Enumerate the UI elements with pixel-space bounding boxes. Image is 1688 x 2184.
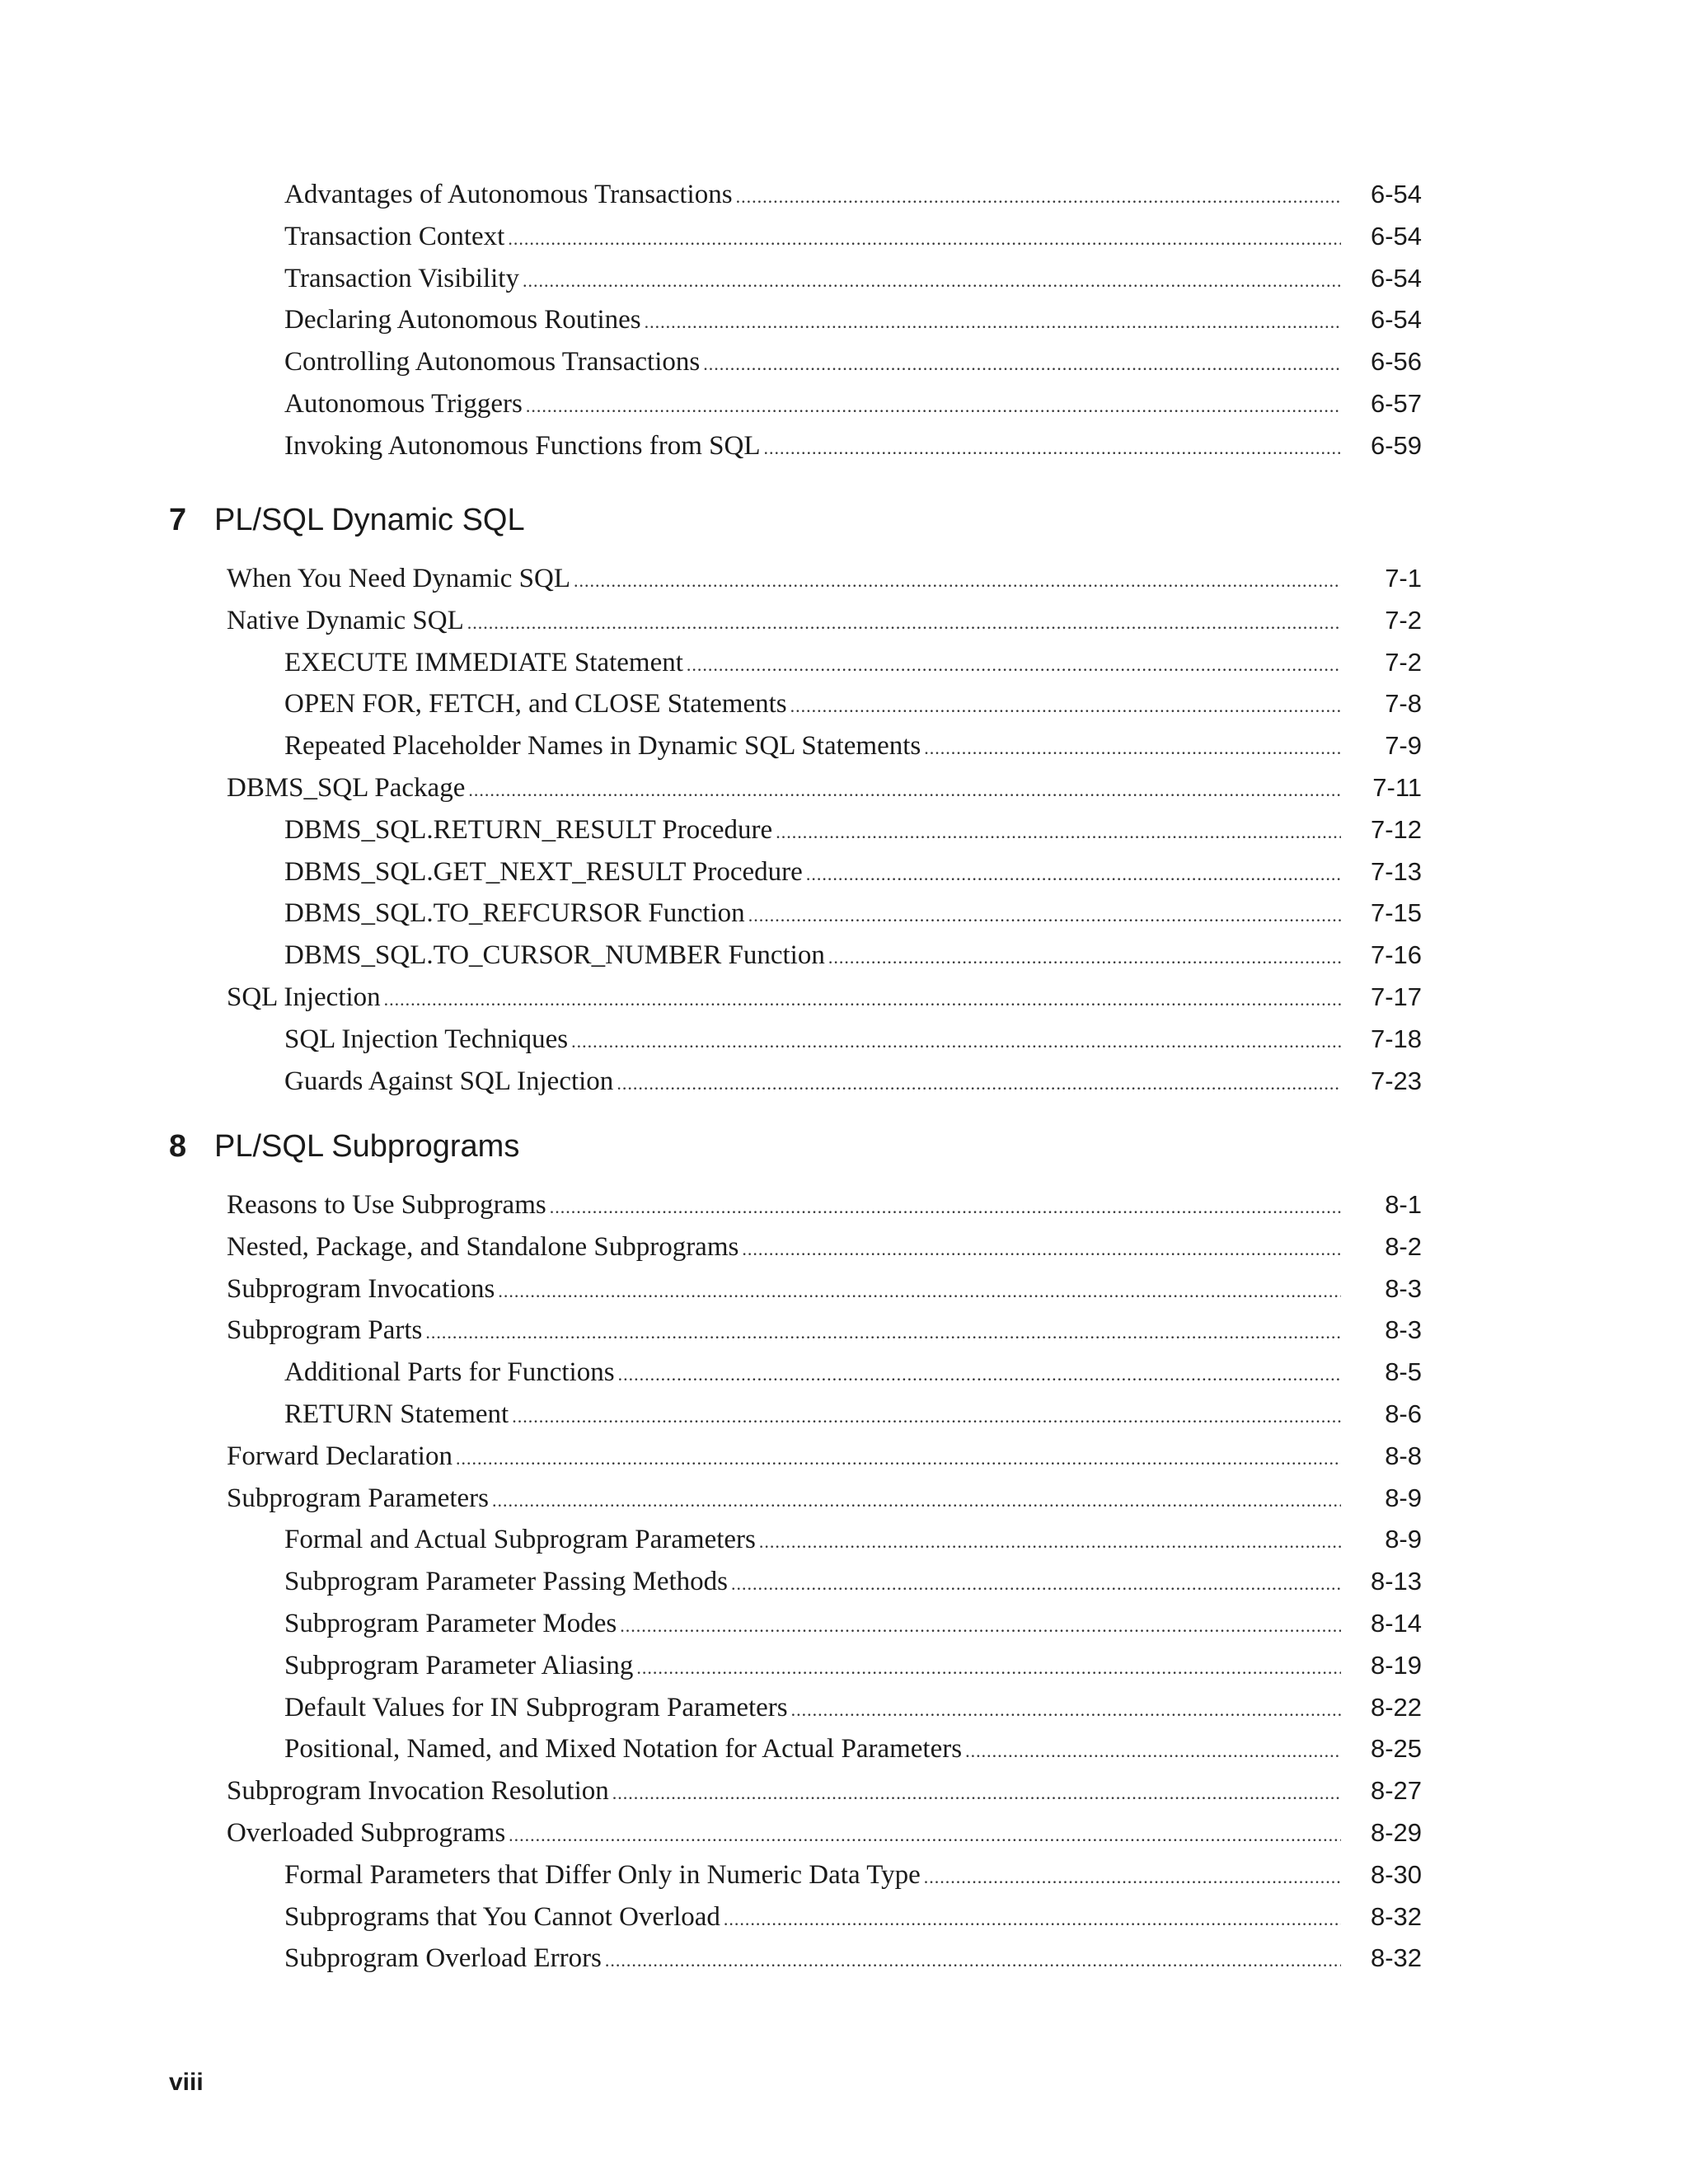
toc-entry-title: Formal and Actual Subprogram Parameters [284, 1525, 756, 1555]
toc-entry-page: 7-1 [1385, 564, 1422, 593]
dot-leader [508, 228, 1341, 250]
toc-entry-title: Guards Against SQL Injection [284, 1066, 614, 1096]
toc-entry-page: 6-59 [1370, 430, 1422, 460]
dot-leader [703, 354, 1341, 375]
dot-leader [571, 1031, 1341, 1052]
dot-leader [806, 864, 1341, 885]
dot-leader [617, 1073, 1341, 1094]
dot-leader [790, 696, 1341, 717]
dot-leader [509, 1825, 1341, 1846]
toc-entry-title: Reasons to Use Subprograms [227, 1190, 546, 1220]
toc-entry[interactable] [169, 982, 1422, 1024]
toc-entry[interactable] [169, 1567, 1422, 1609]
toc-entry-page: 8-3 [1385, 1273, 1422, 1303]
toc-entry-title: DBMS_SQL.TO_CURSOR_NUMBER Function [284, 940, 825, 971]
toc-entry[interactable] [169, 815, 1422, 857]
toc-entry[interactable] [169, 1734, 1422, 1776]
toc-entry[interactable] [169, 1651, 1422, 1693]
toc-entry[interactable] [169, 731, 1422, 773]
toc-entry-title: Subprogram Parts [227, 1315, 423, 1346]
toc-entry-page: 7-2 [1385, 605, 1422, 635]
toc-entry[interactable] [169, 940, 1422, 982]
toc-entry-title: Subprogram Parameter Passing Methods [284, 1567, 729, 1597]
toc-entry-title: Invoking Autonomous Functions from SQL [284, 430, 761, 461]
dot-leader [498, 1281, 1341, 1302]
toc-entry-title: Positional, Named, and Mixed Notation for Actual Parameters [284, 1734, 963, 1765]
dot-leader [742, 1239, 1341, 1260]
toc-entry-page: 7-18 [1370, 1024, 1422, 1053]
toc-entry-title: OPEN FOR, FETCH, and CLOSE Statements [284, 689, 787, 719]
dot-leader [791, 1699, 1341, 1721]
toc-entry[interactable] [169, 1943, 1422, 1985]
toc-entry-page: 7-9 [1385, 731, 1422, 761]
page-folio: viii [169, 2069, 204, 2096]
toc-entry-title: Declaring Autonomous Routines [284, 305, 641, 335]
dot-leader [618, 1364, 1341, 1385]
toc-entry-page: 8-5 [1385, 1357, 1422, 1387]
toc-entry[interactable] [169, 1190, 1422, 1232]
toc-entry-title: Autonomous Triggers [284, 388, 523, 419]
toc-entry[interactable] [169, 773, 1422, 815]
dot-leader [965, 1741, 1341, 1762]
chapter-heading [169, 1129, 1422, 1179]
toc-entry-page: 8-29 [1370, 1817, 1422, 1847]
toc-entry-page: 8-6 [1385, 1399, 1422, 1428]
toc-entry-page: 8-13 [1370, 1567, 1422, 1596]
toc-entry-page: 7-16 [1370, 940, 1422, 970]
toc-entry-page: 8-14 [1370, 1608, 1422, 1638]
toc-entry[interactable] [169, 1274, 1422, 1316]
toc-entry-page: 8-32 [1370, 1901, 1422, 1931]
dot-leader [468, 780, 1341, 801]
toc-entry[interactable] [169, 389, 1422, 431]
toc-entry[interactable] [169, 1232, 1422, 1274]
toc-entry-page: 7-2 [1385, 647, 1422, 677]
toc-entry[interactable] [169, 689, 1422, 731]
chapter-entries [169, 564, 1422, 1108]
dot-leader [384, 989, 1341, 1010]
toc-entry-page: 6-54 [1370, 180, 1422, 209]
toc-entry-title: Nested, Package, and Standalone Subprograms [227, 1231, 739, 1262]
toc-entry-title: DBMS_SQL.GET_NEXT_RESULT Procedure [284, 856, 803, 887]
toc-entry-page: 8-1 [1385, 1190, 1422, 1219]
dot-leader [425, 1322, 1341, 1343]
toc-entry[interactable] [169, 431, 1422, 473]
toc-entry[interactable] [169, 1902, 1422, 1944]
toc-entry-title: When You Need Dynamic SQL [227, 564, 571, 593]
toc-entry-page: 8-30 [1370, 1859, 1422, 1889]
dot-leader [492, 1490, 1341, 1511]
toc-entry-title: Additional Parts for Functions [284, 1357, 615, 1388]
dot-leader [731, 1573, 1341, 1595]
dot-leader [645, 312, 1341, 333]
dot-leader [636, 1657, 1341, 1679]
dot-leader [924, 1867, 1341, 1888]
dot-leader [924, 738, 1341, 759]
toc-entry[interactable] [169, 1357, 1422, 1399]
toc-entry-title: Transaction Visibility [284, 263, 519, 293]
toc-entry-page: 7-12 [1370, 814, 1422, 844]
toc-entry[interactable] [169, 1818, 1422, 1860]
dot-leader [456, 1448, 1341, 1469]
dot-leader [512, 1406, 1341, 1427]
toc-continued-entries [169, 180, 1422, 473]
toc-entry[interactable] [169, 305, 1422, 347]
toc-entry-title: Native Dynamic SQL [227, 605, 464, 635]
toc-entry[interactable] [169, 264, 1422, 306]
toc-entry[interactable] [169, 1776, 1422, 1818]
toc-entry-title: EXECUTE IMMEDIATE Statement [284, 647, 683, 677]
toc-entry-title: RETURN Statement [284, 1399, 509, 1429]
toc-entry-page: 8-27 [1370, 1776, 1422, 1806]
toc-entry-page: 7-13 [1370, 856, 1422, 886]
toc-entry-title: SQL Injection [227, 982, 381, 1012]
dot-leader [605, 1950, 1341, 1971]
toc-entry-page: 7-15 [1370, 898, 1422, 928]
toc-entry[interactable] [169, 180, 1422, 222]
toc-entry-title: Subprogram Parameter Aliasing [284, 1650, 634, 1680]
toc-entry-title: DBMS_SQL.RETURN_RESULT Procedure [284, 814, 773, 845]
toc-entry-title: DBMS_SQL.TO_REFCURSOR Function [284, 898, 745, 929]
chapter-title: PL/SQL Dynamic SQL [214, 503, 525, 537]
chapter-heading [169, 503, 1422, 552]
dot-leader [550, 1197, 1341, 1218]
toc-entry[interactable] [169, 1315, 1422, 1357]
toc-entry[interactable] [169, 1483, 1422, 1526]
chapter-number: 7 [169, 503, 187, 537]
toc-entry-title: Subprograms that You Cannot Overload [284, 1901, 720, 1932]
toc-entry[interactable] [169, 1441, 1422, 1483]
toc-entry-page: 8-8 [1385, 1441, 1422, 1470]
toc-entry-page: 8-32 [1370, 1943, 1422, 1973]
toc-entry-title: DBMS_SQL Package [227, 772, 466, 803]
toc-entry[interactable] [169, 1024, 1422, 1066]
chapter-title: PL/SQL Subprograms [214, 1129, 520, 1164]
toc-entry-page: 8-19 [1370, 1650, 1422, 1680]
toc-entry[interactable] [169, 564, 1422, 606]
dot-leader [764, 438, 1341, 459]
chapter-number: 8 [169, 1129, 187, 1164]
toc-entry-page: 7-11 [1372, 772, 1422, 802]
dot-leader [526, 396, 1341, 417]
toc-entry-page: 6-54 [1370, 221, 1422, 251]
toc-entry[interactable] [169, 1609, 1422, 1651]
toc-entry-title: Advantages of Autonomous Transactions [284, 180, 733, 209]
dot-leader [724, 1909, 1341, 1930]
toc-entry[interactable] [169, 347, 1422, 389]
toc-entry-page: 6-57 [1370, 388, 1422, 418]
toc-entry-title: Transaction Context [284, 221, 505, 251]
toc-entry[interactable] [169, 857, 1422, 899]
toc-entry-page: 8-2 [1385, 1231, 1422, 1261]
dot-leader [467, 612, 1341, 634]
toc-entry-page: 6-54 [1370, 305, 1422, 335]
dot-leader [748, 905, 1341, 926]
toc-entry-title: Subprogram Invocations [227, 1273, 495, 1304]
toc-entry-title: Default Values for IN Subprogram Parameters [284, 1692, 788, 1722]
dot-leader [776, 822, 1341, 843]
toc-entry-title: Forward Declaration [227, 1441, 452, 1471]
toc-entry[interactable] [169, 1860, 1422, 1902]
toc-entry-title: Controlling Autonomous Transactions [284, 347, 701, 377]
toc-entry-page: 6-54 [1370, 263, 1422, 293]
chapter-entries [169, 1190, 1422, 1985]
toc-entry-page: 8-3 [1385, 1315, 1422, 1345]
toc-entry-page: 8-9 [1385, 1483, 1422, 1512]
toc-entry-title: Subprogram Invocation Resolution [227, 1776, 609, 1807]
toc-entry-page: 7-23 [1370, 1066, 1422, 1095]
toc-entry-page: 8-25 [1370, 1734, 1422, 1764]
toc-entry-title: SQL Injection Techniques [284, 1024, 569, 1054]
toc-entry[interactable] [169, 1399, 1422, 1441]
chapter-7-section [169, 503, 1422, 1108]
toc-entry-page: 8-9 [1385, 1525, 1422, 1554]
dot-leader [574, 570, 1341, 592]
dot-leader [736, 186, 1341, 208]
toc-entry[interactable] [169, 1066, 1422, 1108]
toc-entry[interactable] [169, 898, 1422, 940]
chapter-8-section [169, 1129, 1422, 1985]
dot-leader [523, 270, 1341, 292]
toc-entry-page: 8-22 [1370, 1692, 1422, 1722]
toc-entry-page: 7-17 [1370, 982, 1422, 1011]
toc-entry-title: Overloaded Subprograms [227, 1817, 506, 1848]
toc-entry-title: Formal Parameters that Differ Only in Numeric Data Type [284, 1859, 921, 1890]
toc-entry-title: Subprogram Overload Errors [284, 1943, 602, 1974]
toc-entry-page: 6-56 [1370, 347, 1422, 377]
toc-entry-title: Subprogram Parameter Modes [284, 1608, 617, 1638]
toc-entry[interactable] [169, 606, 1422, 648]
toc-entry[interactable] [169, 1693, 1422, 1735]
toc-entry[interactable] [169, 648, 1422, 690]
toc-entry-title: Repeated Placeholder Names in Dynamic SQL Statements [284, 731, 921, 762]
toc-entry[interactable] [169, 1525, 1422, 1567]
dot-leader [759, 1531, 1341, 1553]
dot-leader [828, 947, 1341, 968]
dot-leader [620, 1615, 1341, 1637]
dot-leader [687, 654, 1341, 676]
toc-entry[interactable] [169, 222, 1422, 264]
dot-leader [612, 1783, 1341, 1804]
toc-entry-page: 7-8 [1385, 689, 1422, 719]
toc-entry-title: Subprogram Parameters [227, 1483, 489, 1513]
